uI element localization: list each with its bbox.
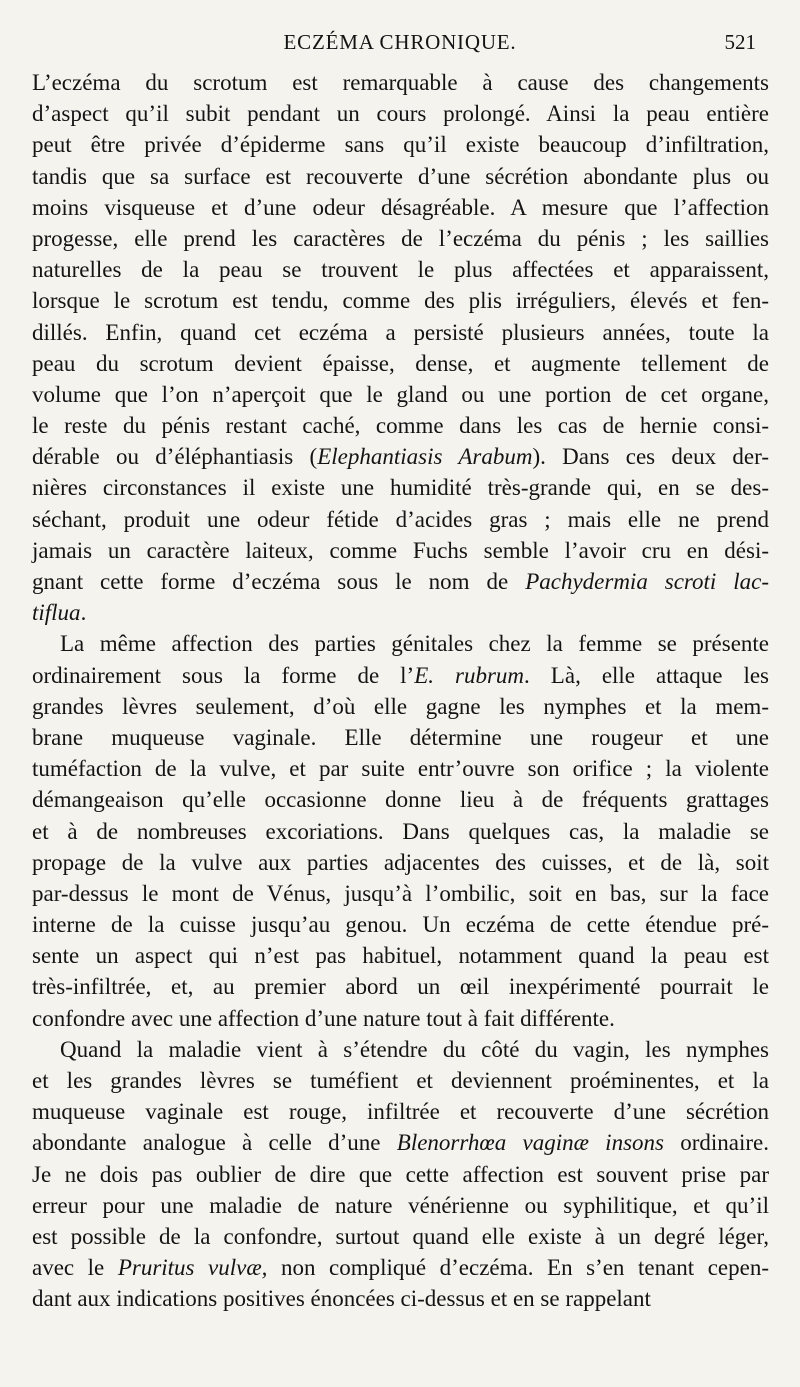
text-line — [32, 1096, 769, 1127]
text-segment: volume que l’on n’aperçoit que le gland ou une portion de cet organe, — [32, 381, 769, 407]
text-line — [32, 161, 769, 192]
text-line — [32, 628, 769, 659]
text-line — [32, 129, 769, 160]
text-segment: est possible de la confondre, surtout quand elle existe à un degré léger, — [32, 1223, 769, 1249]
page-header — [0, 30, 800, 60]
text-line — [32, 660, 769, 691]
text-segment: sente un aspect qui n’est pas habituel, notamment quand la peau est — [32, 943, 769, 969]
text-segment: ordinairement sous la forme de l’ — [32, 662, 415, 688]
text-line — [32, 1159, 769, 1190]
text-segment: confondre avec une affection d’une nature tout à fait différente. — [32, 1005, 615, 1031]
text-line — [32, 691, 769, 722]
text-segment: dérable ou d’éléphantiasis ( — [32, 444, 318, 470]
text-segment: lorsque le scrotum est tendu, comme des plis irréguliers, élevés et fen- — [32, 288, 769, 314]
italic-text: Elephantiasis Arabum — [317, 444, 533, 470]
text-line — [32, 67, 769, 98]
text-segment: peau du scrotum devient épaisse, dense, et augmente tellement de — [32, 350, 769, 376]
text-segment: progesse, elle prend les caractères de l’eczéma du pénis ; les saillies — [32, 225, 769, 251]
text-segment: jamais un caractère laiteux, comme Fuchs semble l’avoir cru en dési- — [32, 537, 769, 563]
text-line — [32, 909, 769, 940]
text-segment: tandis que sa surface est recouverte d’une sécrétion abondante plus ou — [32, 163, 769, 189]
text-line — [32, 504, 769, 535]
text-segment: démangeaison qu’elle occasionne donne lieu à de fréquents grattages — [32, 787, 769, 813]
text-line — [32, 566, 769, 597]
text-segment: avec le — [32, 1255, 118, 1281]
text-segment: nières circonstances il existe une humidité très-grande qui, en se des- — [32, 475, 769, 501]
text-line — [32, 597, 769, 628]
paragraph — [32, 1034, 769, 1315]
text-line — [32, 192, 769, 223]
italic-text: tiflua — [32, 600, 81, 626]
text-line — [32, 348, 769, 379]
text-segment: propage de la vulve aux parties adjacentes des cuisses, et de là, soit — [32, 849, 769, 875]
text-segment: gnant cette forme d’eczéma sous le nom de — [32, 569, 526, 594]
paragraph — [32, 628, 769, 1033]
text-line — [32, 784, 769, 815]
text-line — [32, 1252, 769, 1283]
text-line — [32, 410, 769, 441]
italic-text: E. rubrum — [414, 662, 525, 688]
text-segment: dant aux indications positives énoncées ci-dessus et en se rappelant — [32, 1286, 651, 1312]
text-segment: tuméfaction de la vulve, et par suite entr’ouvre son orifice ; la violente — [32, 756, 769, 782]
italic-text: Blenorrhœa vaginæ insons — [396, 1130, 664, 1156]
text-line — [32, 254, 769, 285]
paragraph — [32, 67, 769, 628]
italic-text: Pachydermia scroti lac- — [525, 569, 769, 594]
text-segment: ). Dans ces deux der- — [532, 444, 770, 470]
running-title: ECZÉMA CHRONIQUE. — [283, 30, 517, 54]
text-segment: par-dessus le mont de Vénus, jusqu’à l’ombilic, soit en bas, sur la face — [32, 880, 769, 906]
page-number: 521 — [724, 30, 756, 54]
text-segment: muqueuse vaginale est rouge, infiltrée et recouverte d’une sécrétion — [32, 1099, 769, 1125]
text-segment: très-infiltrée, et, au premier abord un œil inexpérimenté pourrait le — [32, 974, 769, 1000]
text-line — [32, 472, 769, 503]
italic-text: Pruritus vulvæ, — [117, 1255, 268, 1281]
text-line — [32, 379, 769, 410]
text-segment: peut être privée d’épiderme sans qu’il existe beaucoup d’infiltration, — [32, 132, 769, 158]
text-segment: brane muqueuse vaginale. Elle détermine une rougeur et une — [32, 724, 769, 750]
text-segment: ordinaire. — [663, 1130, 769, 1156]
text-segment: séchant, produit une odeur fétide d’acides gras ; mais elle ne prend — [32, 506, 769, 532]
text-line — [32, 1283, 769, 1314]
text-line — [32, 940, 769, 971]
text-line — [32, 535, 769, 566]
text-segment: L’eczéma du scrotum est remarquable à cause des changements — [32, 70, 769, 95]
text-line — [32, 1034, 769, 1065]
text-segment: La même affection des parties génitales chez la femme se présente — [60, 631, 769, 657]
text-segment: le reste du pénis restant caché, comme dans les cas de hernie consi- — [32, 413, 769, 439]
text-segment: dillés. Enfin, quand cet eczéma a persisté plusieurs années, toute la — [32, 319, 769, 345]
text-segment: naturelles de la peau se trouvent le plus affectées et apparaissent, — [32, 257, 769, 283]
text-segment: . — [80, 600, 87, 626]
text-line — [32, 1127, 769, 1158]
text-segment: grandes lèvres seulement, d’où elle gagne les nymphes et la mem- — [32, 693, 769, 719]
text-segment: et les grandes lèvres se tuméfient et deviennent proéminentes, et la — [32, 1068, 769, 1093]
text-segment: erreur pour une maladie de nature vénérienne ou syphilitique, et qu’il — [32, 1192, 769, 1218]
text-segment: interne de la cuisse jusqu’au genou. Un eczéma de cette étendue pré- — [32, 912, 769, 938]
text-line — [32, 1221, 769, 1252]
text-segment: Quand la maladie vient à s’étendre du côté du vagin, les nymphes — [60, 1036, 769, 1062]
text-line — [32, 847, 769, 878]
text-line — [32, 441, 769, 472]
text-segment: moins visqueuse et d’une odeur désagréable. A mesure que l’affection — [32, 194, 769, 220]
text-line — [32, 878, 769, 909]
text-line — [32, 285, 769, 316]
text-line — [32, 223, 769, 254]
text-line — [32, 722, 769, 753]
text-segment: Je ne dois pas oublier de dire que cette affection est souvent prise par — [32, 1161, 769, 1187]
text-line — [32, 317, 769, 348]
text-line — [32, 1065, 769, 1096]
text-segment: abondante analogue à celle d’une — [32, 1130, 397, 1156]
text-segment: . Là, elle attaque les — [524, 662, 769, 688]
text-line — [32, 816, 769, 847]
body-text — [32, 67, 769, 1315]
text-line — [32, 1190, 769, 1221]
text-segment: d’aspect qu’il subit pendant un cours prolongé. Ainsi la peau entière — [32, 101, 769, 127]
text-segment: et à de nombreuses excoriations. Dans quelques cas, la maladie se — [32, 818, 769, 844]
text-line — [32, 753, 769, 784]
text-line — [32, 971, 769, 1002]
text-line — [32, 98, 769, 129]
text-line — [32, 1003, 769, 1034]
text-segment: non compliqué d’eczéma. En s’en tenant cepen- — [267, 1255, 769, 1281]
